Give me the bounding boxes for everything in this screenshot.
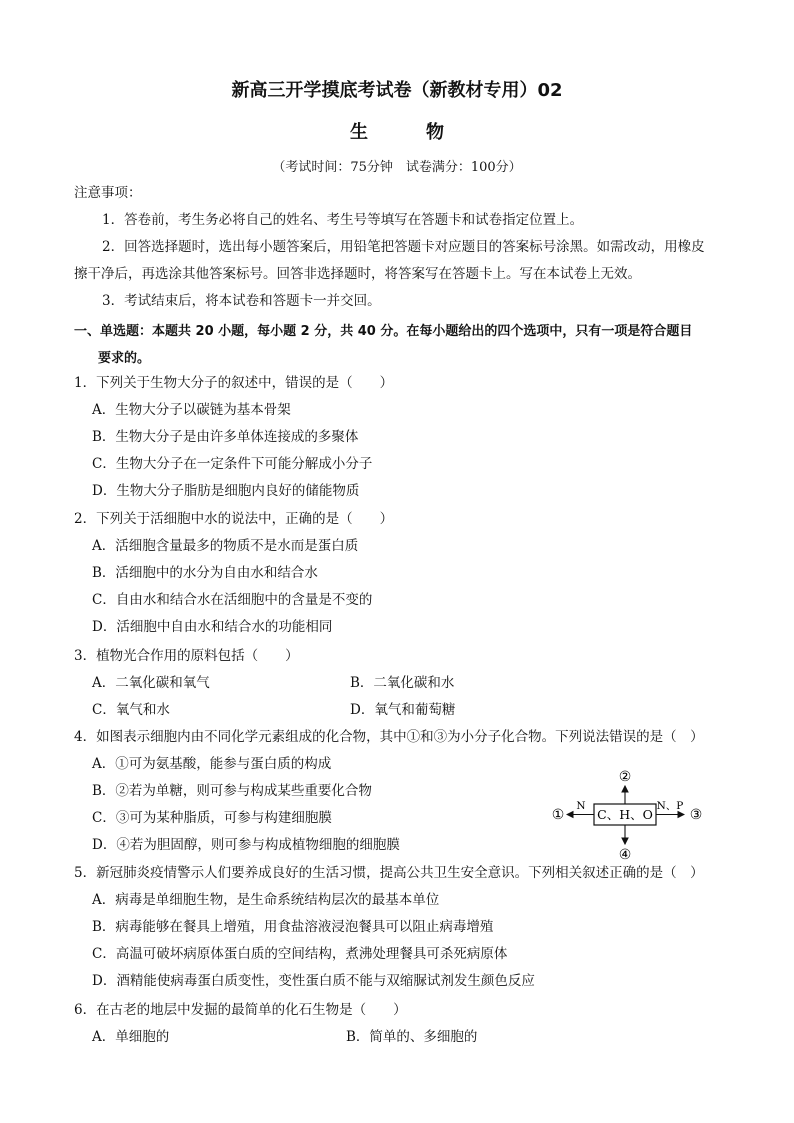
question-1-option-c: C．生物大分子在一定条件下可能分解成小分子 xyxy=(92,456,373,472)
notes-heading: 注意事项： xyxy=(74,185,142,201)
question-5-stem: 5．新冠肺炎疫情警示人们要养成良好的生活习惯，提高公共卫生安全意识。下列相关叙述正确的是（ ） xyxy=(74,865,704,881)
question-1-option-d: D．生物大分子脂肪是细胞内良好的储能物质 xyxy=(92,483,360,499)
note-item-2-line-2: 擦干净后，再选涂其他答案标号。回答非选择题时，将答案写在答题卡上。写在本试卷上无效。 xyxy=(74,266,641,282)
compound-diagram xyxy=(544,764,714,862)
subject-char-2: 物 xyxy=(426,122,444,143)
question-3-option-a: A．二氧化碳和氧气 xyxy=(92,675,210,691)
question-3-option-d: D．氧气和葡萄糖 xyxy=(350,702,456,718)
question-4-option-a: A．①可为氨基酸，能参与蛋白质的构成 xyxy=(92,756,332,772)
circle-2: ② xyxy=(618,769,632,785)
arrow-left-label: N xyxy=(576,800,586,812)
question-4-option-c: C．③可为某种脂质，可参与构建细胞膜 xyxy=(92,810,332,826)
question-1-option-a: A．生物大分子以碳链为基本骨架 xyxy=(92,402,291,418)
question-2-option-b: B．活细胞中的水分为自由水和结合水 xyxy=(92,565,318,581)
note-item-1: 1．答卷前，考生务必将自己的姓名、考生号等填写在答题卡和试卷指定位置上。 xyxy=(102,212,584,228)
subject-title xyxy=(0,118,794,144)
page-title: 新高三开学摸底考试卷（新教材专用）02 xyxy=(231,80,563,101)
question-6-option-a: A．单细胞的 xyxy=(92,1029,170,1045)
exam-info: （考试时间：75分钟 试卷满分：100分） xyxy=(272,160,522,175)
section-heading-line-1: 一、单选题：本题共 20 小题，每小题 2 分，共 40 分。在每小题给出的四个选项中，只有一项是符合题目 xyxy=(74,324,693,339)
question-6-option-b: B．简单的、多细胞的 xyxy=(346,1029,478,1045)
question-5-option-b: B．病毒能够在餐具上增殖，用食盐溶液浸泡餐具可以阻止病毒增殖 xyxy=(92,919,494,935)
question-5-option-a: A．病毒是单细胞生物，是生命系统结构层次的最基本单位 xyxy=(92,892,440,908)
section-heading-line-2: 要求的。 xyxy=(98,351,151,366)
subject-char-1: 生 xyxy=(350,122,368,143)
question-5-option-d: D．酒精能使病毒蛋白质变性，变性蛋白质不能与双缩脲试剂发生颜色反应 xyxy=(92,973,535,989)
question-3-option-c: C．氧气和水 xyxy=(92,702,170,718)
arrow-right-label: N、P xyxy=(656,800,684,812)
question-2-option-d: D．活细胞中自由水和结合水的功能相同 xyxy=(92,619,333,635)
circle-4: ④ xyxy=(618,847,632,862)
circle-3: ③ xyxy=(689,807,703,823)
question-2-option-a: A．活细胞含量最多的物质不是水而是蛋白质 xyxy=(92,538,359,554)
note-item-2-line-1: 2．回答选择题时，选出每小题答案后，用铅笔把答题卡对应题目的答案标号涂黑。如需改动，用橡皮 xyxy=(102,239,705,255)
question-3-stem: 3．植物光合作用的原料包括（ ） xyxy=(74,648,299,664)
question-4-option-d: D．④若为胆固醇，则可参与构成植物细胞的细胞膜 xyxy=(92,837,400,853)
question-2-option-c: C．自由水和结合水在活细胞中的含量是不变的 xyxy=(92,592,373,608)
question-4-option-b: B．②若为单糖，则可参与构成某些重要化合物 xyxy=(92,783,372,799)
element-box-label: C、H、O xyxy=(597,807,653,822)
question-3-option-b: B．二氧化碳和水 xyxy=(350,675,455,691)
question-1-stem: 1．下列关于生物大分子的叙述中，错误的是（ ） xyxy=(74,375,394,391)
note-item-3: 3．考试结束后，将本试卷和答题卡一并交回。 xyxy=(102,293,381,309)
question-4-stem: 4．如图表示细胞内由不同化学元素组成的化合物，其中①和③为小分子化合物。下列说法错误的是（ ） xyxy=(74,729,704,745)
question-2-stem: 2．下列关于活细胞中水的说法中，正确的是（ ） xyxy=(74,511,394,527)
question-5-option-c: C．高温可破坏病原体蛋白质的空间结构，煮沸处理餐具可杀死病原体 xyxy=(92,946,508,962)
question-1-option-b: B．生物大分子是由许多单体连接成的多聚体 xyxy=(92,429,359,445)
circle-1: ① xyxy=(551,807,565,823)
question-6-stem: 6．在古老的地层中发掘的最简单的化石生物是（ ） xyxy=(74,1002,407,1018)
